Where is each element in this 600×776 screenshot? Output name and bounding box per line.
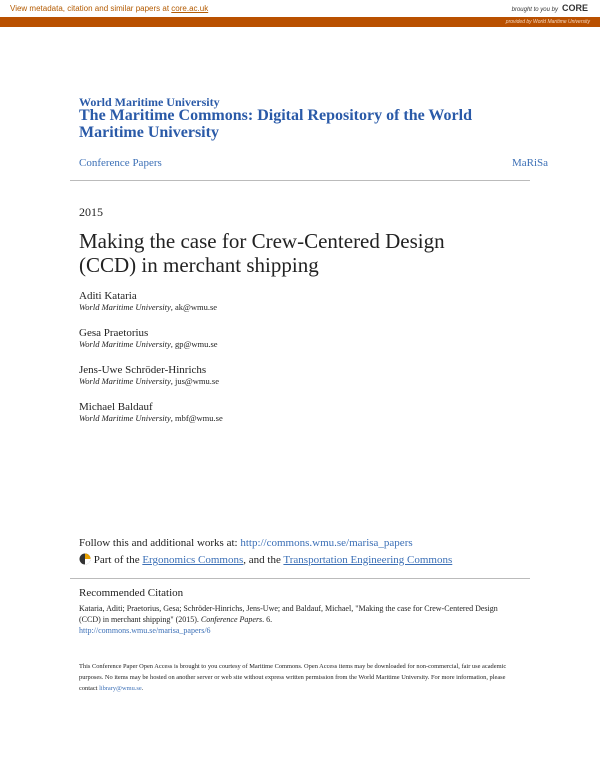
paper-title: Making the case for Crew-Centered Design (CCD) in merchant shipping xyxy=(79,229,445,277)
notice-end: . xyxy=(141,685,144,692)
author xyxy=(79,364,223,401)
institution[interactable]: World Maritime University xyxy=(79,95,220,109)
citation-body xyxy=(79,603,519,636)
marisa-papers-link[interactable]: http://commons.wmu.se/marisa_papers xyxy=(240,537,413,549)
metadata-text: View metadata, citation and similar papers at xyxy=(10,4,172,13)
network-logo-icon xyxy=(79,553,91,565)
and-text: , and the xyxy=(243,554,284,566)
author xyxy=(79,401,223,438)
year: 2015 xyxy=(79,205,103,219)
author-email: , ak@wmu.se xyxy=(170,302,218,312)
library-email-link[interactable]: library@wmu.se xyxy=(99,685,142,692)
follow-line xyxy=(79,537,413,549)
author-email: , jus@wmu.se xyxy=(170,376,219,386)
author-name: Michael Baldauf xyxy=(79,401,153,413)
access-notice xyxy=(79,661,524,694)
part-of-text: Part of the xyxy=(93,554,143,566)
core-link[interactable]: core.ac.uk xyxy=(171,4,209,13)
commons-line xyxy=(79,553,452,566)
author-email: , mbf@wmu.se xyxy=(170,413,223,423)
author-affiliation: World Maritime University xyxy=(79,376,171,386)
author-list xyxy=(79,290,223,438)
divider xyxy=(70,180,530,181)
transportation-engineering-link[interactable]: Transportation Engineering Commons xyxy=(283,554,453,566)
core-logo[interactable]: CORE xyxy=(561,3,588,13)
metadata-notice xyxy=(10,4,208,13)
author xyxy=(79,290,223,327)
core-banner xyxy=(0,0,600,17)
citation-url[interactable]: http://commons.wmu.se/marisa_papers/6 xyxy=(79,626,211,635)
provider-bar xyxy=(0,17,600,27)
marisa-link[interactable]: MaRiSa xyxy=(511,157,548,169)
author-name: Gesa Praetorius xyxy=(79,327,149,339)
author-affiliation: World Maritime University xyxy=(79,339,171,349)
brought-by xyxy=(512,3,588,13)
author-affiliation: World Maritime University xyxy=(79,302,171,312)
conference-papers-link[interactable]: Conference Papers xyxy=(79,157,162,169)
repository-title[interactable]: The Maritime Commons: Digital Repository of the World Maritime University xyxy=(79,107,472,141)
citation-text: Kataria, Aditi; Praetorius, Gesa; Schröder-Hinrichs, Jens-Uwe; and Baldauf, Michael, "Making the case for Crew-Centered Design (CCD) in merchant shipping" (2015). xyxy=(79,604,498,624)
author-email: , gp@wmu.se xyxy=(170,339,218,349)
citation-number: . 6. xyxy=(262,615,273,624)
divider xyxy=(70,578,530,579)
citation-journal: Conference Papers xyxy=(200,615,263,624)
author-name: Jens-Uwe Schröder-Hinrichs xyxy=(79,364,207,376)
author xyxy=(79,327,223,364)
follow-text: Follow this and additional works at: xyxy=(79,537,241,549)
author-name: Aditi Kataria xyxy=(79,290,137,302)
author-affiliation: World Maritime University xyxy=(79,413,171,423)
ergonomics-commons-link[interactable]: Ergonomics Commons xyxy=(142,554,244,566)
brought-text: brought to you by xyxy=(511,7,558,13)
citation-heading: Recommended Citation xyxy=(79,587,184,599)
notice-text: This Conference Paper Open Access is brought to you courtesy of Maritime Commons. Open Access items may be downloaded for non-commercial, fair use academic purposes. No items may be hosted on another server or web site without express written permission from the World Maritime University. For more information, please contact xyxy=(79,663,507,692)
provider-text: provided by World Maritime University xyxy=(505,19,590,25)
